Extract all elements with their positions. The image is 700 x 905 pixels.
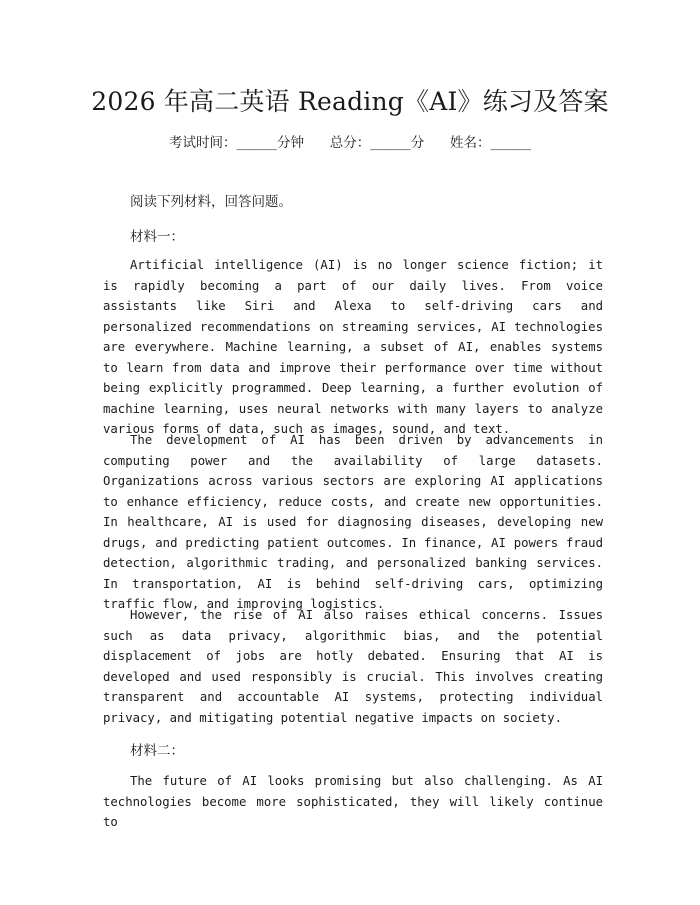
instruction-text: 阅读下列材料，回答问题。 — [130, 194, 292, 210]
material-1-paragraph-2: The development of AI has been driven by advancements in computing power and the availability of large datasets. Organizations across various sectors are exploring AI applications to enhance efficiency, reduce costs, and create new opportunities. In healthcare, AI is used for diagnosing diseases, developing new drugs, and predicting patient outcomes. In finance, AI powers fraud detection, algorithmic trading, and personalized banking services. In transportation, AI is behind self-driving cars, optimizing traffic flow, and improving logistics. — [103, 433, 603, 611]
material-2-label: 材料二： — [130, 743, 184, 759]
exam-info-line: 考试时间：______分钟 总分：______分 姓名：______ — [169, 135, 531, 151]
material-1-paragraph-1: Artificial intelligence (AI) is no longer science fiction; it is rapidly becoming a part of our daily lives. From voice assistants like Siri and Alexa to self-driving cars and personalized recommendations on streaming services, AI technologies are everywhere. Machine learning, a subset of AI, enables systems to learn from data and improve their performance over time without being explicitly programmed. Deep learning, a further evolution of machine learning, uses neural networks with many layers to analyze various forms of data, such as images, sound, and text. — [103, 258, 603, 436]
document-title: 2026 年高二英语 Reading《AI》练习及答案 — [91, 87, 609, 116]
material-1-paragraph-3: However, the rise of AI also raises ethical concerns. Issues such as data privacy, algorithmic bias, and the potential displacement of jobs are hotly debated. Ensuring that AI is developed and used responsibly is crucial. This involves creating transparent and accountable AI systems, protecting individual privacy, and mitigating potential negative impacts on society. — [103, 608, 603, 725]
material-1-label: 材料一： — [130, 229, 184, 245]
material-2-paragraph-1: The future of AI looks promising but also challenging. As AI technologies become more sophisticated, they will likely continue to — [103, 774, 603, 829]
